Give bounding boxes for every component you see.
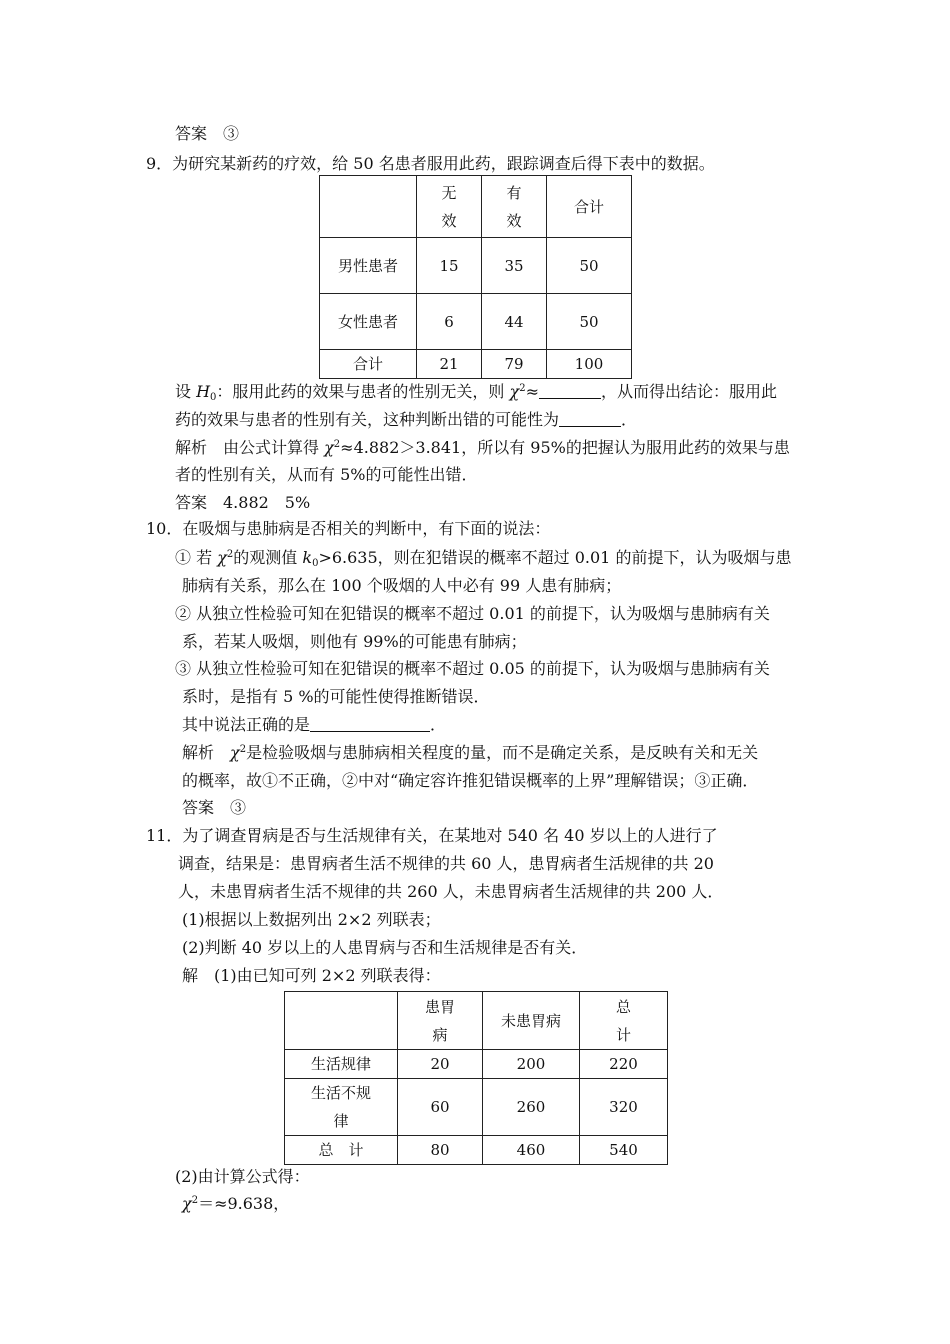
q10-statement-1-line2: 肺病有关系，那么在 100 个吸烟的人中必有 99 人患有肺病；	[182, 576, 622, 595]
q9-answer: 答案 4.882 5%	[175, 493, 311, 512]
q11-row-total-label: 总 计	[285, 1136, 398, 1165]
q11-part2: (2)判断 40 岁以上的人患胃病与否和生活规律是否有关．	[182, 938, 588, 957]
q11-header-not-sick: 未患胃病	[483, 992, 580, 1050]
q10-statement-1: ① 若 $\chi^2$的观测值 $k_0>6.635$，则在犯错误的概率不超过 0.01 的前提下，认为吸烟与患	[175, 548, 792, 569]
q9-cell: 6	[417, 294, 482, 350]
q10-question: 其中说法正确的是 ．	[182, 715, 447, 734]
q9-cell: 50	[547, 238, 632, 294]
q11-stem-line3: 人，未患胃病者生活不规律的共 260 人，未患胃病者生活规律的共 200 人．	[178, 882, 724, 901]
q11-header-corner	[285, 992, 398, 1050]
q11-result: $\chi^2=\approx 9.638$，	[182, 1194, 290, 1213]
q11-cell: 220	[580, 1050, 668, 1079]
q10-statement-2-line2: 系，若某人吸烟，则他有 99%的可能患有肺病；	[182, 632, 527, 651]
q9-header-total: 合计	[547, 176, 632, 238]
q9-cell: 44	[482, 294, 547, 350]
q11-stem-line2: 调查，结果是：患胃病者生活不规律的共 60 人，患胃病者生活规律的共 20	[178, 854, 714, 873]
q10-answer: 答案 ③	[182, 798, 247, 817]
q10-analysis: 解析 $\chi^2$是检验吸烟与患肺病相关程度的量，而不是确定关系，是反映有关和无关	[182, 743, 759, 762]
q10-blank	[310, 717, 430, 732]
q11-part2-calc: (2)由计算公式得：	[175, 1167, 310, 1186]
q9-row-female-label: 女性患者	[320, 294, 417, 350]
q11-row-regular-label: 生活规律	[285, 1050, 398, 1079]
q11-cell: 540	[580, 1136, 668, 1165]
q11-header-total: 总计	[580, 992, 668, 1050]
q9-row-male-label: 男性患者	[320, 238, 417, 294]
q9-cell: 35	[482, 238, 547, 294]
q9-analysis-line2: 者的性别有关，从而有 5%的可能性出错．	[175, 465, 478, 484]
q9-blank-2	[559, 412, 621, 427]
q9-hypothesis: 设 $H_0$：服用此药的效果与患者的性别无关，则 $\chi^2\approx$ ，从而得出结论：服用此	[175, 382, 778, 403]
q11-table	[284, 991, 668, 1165]
q9-hypothesis-line2: 药的效果与患者的性别有关，这种判断出错的可能性为 ．	[175, 410, 638, 429]
q9-cell: 79	[482, 350, 547, 379]
q11-header-sick: 患胃病	[398, 992, 483, 1050]
q11-cell: 460	[483, 1136, 580, 1165]
q11-row-irregular-label: 生活不规律	[285, 1079, 398, 1136]
q9-row-total-label: 合计	[320, 350, 417, 379]
q11-cell: 80	[398, 1136, 483, 1165]
q11-solution: 解 (1)由已知可列 2×2 列联表得：	[182, 966, 441, 985]
q11-cell: 260	[483, 1079, 580, 1136]
q9-blank-1	[539, 384, 601, 399]
q9-stem: 9．为研究某新药的疗效，给 50 名患者服用此药，跟踪调查后得下表中的数据。	[146, 154, 715, 173]
q9-analysis: 解析 由公式计算得 $\chi^2\approx 4.882>3.841$，所以有 95%的把握认为服用此药的效果与患	[175, 438, 790, 457]
q9-header-effective: 有效	[482, 176, 547, 238]
q10-stem: 10．在吸烟与患肺病是否相关的判断中，有下面的说法：	[146, 519, 551, 538]
q11-cell: 320	[580, 1079, 668, 1136]
q11-stem: 11．为了调查胃病是否与生活规律有关，在某地对 540 名 40 岁以上的人进行了	[146, 826, 718, 845]
q9-cell: 100	[547, 350, 632, 379]
q11-cell: 60	[398, 1079, 483, 1136]
q11-cell: 200	[483, 1050, 580, 1079]
q9-cell: 50	[547, 294, 632, 350]
q11-cell: 20	[398, 1050, 483, 1079]
q10-statement-3: ③ 从独立性检验可知在犯错误的概率不超过 0.05 的前提下，认为吸烟与患肺病有关	[175, 659, 770, 678]
q9-cell: 21	[417, 350, 482, 379]
q9-header-ineffective: 无效	[417, 176, 482, 238]
q8-answer: 答案 ③	[175, 124, 240, 143]
q9-table	[319, 175, 632, 379]
q10-statement-3-line2: 系时，是指有 5 %的可能性使得推断错误．	[182, 687, 490, 706]
q9-header-corner	[320, 176, 417, 238]
q9-cell: 15	[417, 238, 482, 294]
q10-analysis-line2: 的概率，故①不正确，②中对“确定容许推犯错误概率的上界”理解错误；③正确．	[182, 771, 759, 790]
q11-part1: (1)根据以上数据列出 2×2 列联表；	[182, 910, 441, 929]
q10-statement-2: ② 从独立性检验可知在犯错误的概率不超过 0.01 的前提下，认为吸烟与患肺病有关	[175, 604, 770, 623]
